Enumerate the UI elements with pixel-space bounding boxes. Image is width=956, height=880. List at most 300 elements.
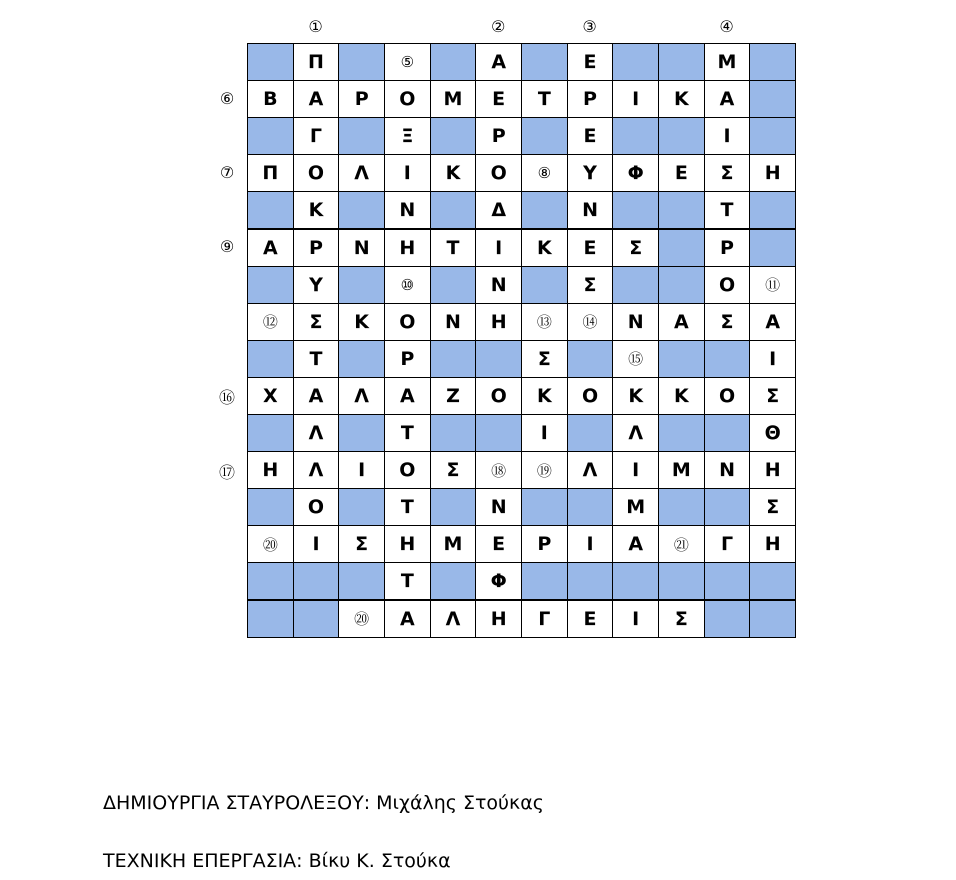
letter-cell[interactable] bbox=[658, 154, 705, 192]
blocked-cell bbox=[658, 414, 705, 452]
cell-letter: Λ bbox=[582, 459, 598, 482]
letter-cell[interactable] bbox=[521, 377, 568, 415]
letter-cell[interactable] bbox=[338, 80, 385, 118]
blocked-cell bbox=[612, 43, 659, 81]
cell-letter: Κ bbox=[628, 384, 644, 407]
letter-cell[interactable] bbox=[430, 600, 477, 638]
cell-letter: Γ bbox=[538, 607, 551, 630]
clue-number: ⑤ bbox=[400, 53, 415, 72]
cell-letter: Ο bbox=[490, 384, 507, 407]
blocked-cell bbox=[521, 488, 568, 526]
cell-letter: Σ bbox=[766, 384, 780, 407]
letter-cell[interactable] bbox=[293, 303, 340, 341]
cell-letter: Η bbox=[764, 533, 781, 556]
blocked-cell bbox=[475, 340, 522, 378]
cell-letter: Ι bbox=[312, 533, 320, 556]
cell-letter: Ο bbox=[490, 162, 507, 185]
blocked-cell bbox=[521, 191, 568, 229]
letter-cell[interactable] bbox=[567, 117, 614, 155]
cell-letter: Σ bbox=[674, 607, 688, 630]
letter-cell[interactable] bbox=[293, 117, 340, 155]
cell-letter: Α bbox=[491, 51, 507, 74]
cell-letter: Ρ bbox=[491, 125, 506, 148]
cell-letter: Φ bbox=[490, 570, 507, 593]
letter-cell[interactable] bbox=[430, 451, 477, 489]
letter-cell[interactable] bbox=[521, 414, 568, 452]
down-clue-number: ① bbox=[308, 17, 323, 36]
cell-letter: Λ bbox=[628, 422, 644, 445]
cell-letter: Ι bbox=[540, 422, 548, 445]
letter-cell[interactable] bbox=[749, 154, 796, 192]
letter-cell[interactable] bbox=[567, 266, 614, 304]
letter-cell[interactable] bbox=[338, 525, 385, 563]
letter-cell[interactable] bbox=[658, 600, 705, 638]
cell-letter: Π bbox=[308, 51, 324, 74]
letter-cell[interactable] bbox=[293, 414, 340, 452]
letter-cell[interactable] bbox=[658, 451, 705, 489]
cell-letter: Μ bbox=[443, 88, 463, 111]
blocked-cell bbox=[749, 229, 796, 267]
cell-letter: Λ bbox=[445, 607, 461, 630]
letter-cell[interactable] bbox=[475, 562, 522, 600]
letter-cell[interactable] bbox=[384, 562, 431, 600]
cell-letter: Μ bbox=[717, 51, 737, 74]
cell-letter: Ο bbox=[307, 496, 325, 519]
cell-letter: Ν bbox=[490, 496, 507, 519]
clue-number-cell[interactable] bbox=[247, 525, 294, 563]
letter-cell[interactable] bbox=[704, 117, 751, 155]
cell-letter: Κ bbox=[308, 199, 324, 222]
letter-cell[interactable] bbox=[704, 191, 751, 229]
cell-letter: Σ bbox=[583, 273, 597, 296]
blocked-cell bbox=[749, 117, 796, 155]
letter-cell[interactable] bbox=[612, 414, 659, 452]
cell-letter: Δ bbox=[491, 199, 507, 222]
letter-cell[interactable] bbox=[612, 600, 659, 638]
cell-letter: Ι bbox=[723, 125, 731, 148]
letter-cell[interactable] bbox=[475, 525, 522, 563]
clue-number-cell[interactable] bbox=[338, 600, 385, 638]
clue-number: ⑪ bbox=[765, 276, 781, 295]
clue-number-cell[interactable] bbox=[521, 451, 568, 489]
cell-letter: Σ bbox=[446, 459, 460, 482]
letter-cell[interactable] bbox=[521, 340, 568, 378]
letter-cell[interactable] bbox=[293, 451, 340, 489]
cell-letter: Τ bbox=[537, 88, 551, 111]
cell-letter: Κ bbox=[536, 384, 552, 407]
letter-cell[interactable] bbox=[384, 117, 431, 155]
cell-letter: Φ bbox=[627, 162, 644, 185]
letter-cell[interactable] bbox=[430, 80, 477, 118]
letter-cell[interactable] bbox=[293, 191, 340, 229]
letter-cell[interactable] bbox=[704, 451, 751, 489]
cell-letter: Λ bbox=[354, 384, 370, 407]
blocked-cell bbox=[430, 43, 477, 81]
letter-cell[interactable] bbox=[247, 451, 294, 489]
cell-letter: Β bbox=[263, 88, 278, 111]
clue-number: ⑱ bbox=[491, 461, 507, 480]
letter-cell[interactable] bbox=[749, 488, 796, 526]
cell-letter: Ο bbox=[399, 88, 416, 111]
letter-cell[interactable] bbox=[293, 43, 340, 81]
letter-cell[interactable] bbox=[521, 600, 568, 638]
letter-cell[interactable] bbox=[567, 154, 614, 192]
blocked-cell bbox=[704, 488, 751, 526]
letter-cell[interactable] bbox=[475, 229, 522, 267]
letter-cell[interactable] bbox=[338, 451, 385, 489]
clue-number-cell[interactable] bbox=[384, 266, 431, 304]
cell-letter: Λ bbox=[354, 162, 370, 185]
cell-letter: Ι bbox=[769, 347, 777, 370]
letter-cell[interactable] bbox=[293, 525, 340, 563]
clue-number: ⑧ bbox=[537, 164, 552, 183]
cell-letter: Κ bbox=[673, 384, 689, 407]
blocked-cell bbox=[338, 43, 385, 81]
blocked-cell bbox=[430, 266, 477, 304]
letter-cell[interactable] bbox=[430, 525, 477, 563]
blocked-cell bbox=[704, 562, 751, 600]
letter-cell[interactable] bbox=[338, 303, 385, 341]
letter-cell[interactable] bbox=[521, 80, 568, 118]
letter-cell[interactable] bbox=[749, 340, 796, 378]
clue-number: ⑭ bbox=[582, 313, 598, 332]
letter-cell[interactable] bbox=[567, 43, 614, 81]
cell-letter: Υ bbox=[309, 273, 323, 296]
cell-letter: Ι bbox=[632, 459, 640, 482]
cell-letter: Θ bbox=[764, 422, 781, 445]
letter-cell[interactable] bbox=[612, 525, 659, 563]
cell-letter: Ο bbox=[399, 310, 416, 333]
letter-cell[interactable] bbox=[247, 229, 294, 267]
clue-number-cell[interactable] bbox=[521, 303, 568, 341]
cell-letter: Ι bbox=[495, 236, 503, 259]
letter-cell[interactable] bbox=[475, 117, 522, 155]
letter-cell[interactable] bbox=[293, 80, 340, 118]
cell-letter: Γ bbox=[720, 533, 734, 556]
cell-letter: Ν bbox=[582, 199, 598, 222]
cell-letter: Ξ bbox=[401, 125, 414, 148]
letter-cell[interactable] bbox=[384, 600, 431, 638]
letter-cell[interactable] bbox=[475, 303, 522, 341]
letter-cell[interactable] bbox=[475, 266, 522, 304]
cell-letter: Ν bbox=[445, 310, 461, 333]
cell-letter: Υ bbox=[583, 162, 597, 185]
letter-cell[interactable] bbox=[247, 80, 294, 118]
cell-letter: Η bbox=[764, 162, 781, 185]
letter-cell[interactable] bbox=[704, 154, 751, 192]
blocked-cell bbox=[658, 229, 705, 267]
letter-cell[interactable] bbox=[475, 43, 522, 81]
cell-letter: Ν bbox=[627, 310, 644, 333]
blocked-cell bbox=[247, 191, 294, 229]
across-clue-number: ⑥ bbox=[219, 88, 235, 108]
letter-cell[interactable] bbox=[475, 488, 522, 526]
cell-letter: Τ bbox=[446, 236, 460, 259]
blocked-cell bbox=[430, 191, 477, 229]
letter-cell[interactable] bbox=[384, 525, 431, 563]
cell-letter: Ρ bbox=[583, 88, 597, 111]
across-clue-number: ⑦ bbox=[219, 162, 235, 182]
cell-letter: Π bbox=[262, 162, 279, 185]
cell-letter: Ρ bbox=[537, 533, 552, 556]
letter-cell[interactable] bbox=[521, 229, 568, 267]
letter-cell[interactable] bbox=[384, 414, 431, 452]
blocked-cell bbox=[521, 266, 568, 304]
letter-cell[interactable] bbox=[293, 154, 340, 192]
cell-letter: Σ bbox=[720, 162, 734, 185]
letter-cell[interactable] bbox=[704, 229, 751, 267]
clue-number: ⑲ bbox=[536, 461, 552, 480]
blocked-cell bbox=[247, 562, 294, 600]
clue-number: ㉑ bbox=[673, 535, 689, 554]
letter-cell[interactable] bbox=[612, 451, 659, 489]
blocked-cell bbox=[430, 562, 477, 600]
cell-letter: Λ bbox=[308, 422, 324, 445]
cell-letter: Χ bbox=[263, 384, 278, 407]
blocked-cell bbox=[247, 414, 294, 452]
blocked-cell bbox=[704, 414, 751, 452]
clue-number-cell[interactable] bbox=[384, 43, 431, 81]
letter-cell[interactable] bbox=[567, 80, 614, 118]
letter-cell[interactable] bbox=[612, 80, 659, 118]
blocked-cell bbox=[247, 266, 294, 304]
letter-cell[interactable] bbox=[475, 154, 522, 192]
letter-cell[interactable] bbox=[338, 229, 385, 267]
blocked-cell bbox=[338, 117, 385, 155]
blocked-cell bbox=[247, 600, 294, 638]
cell-letter: Ε bbox=[583, 236, 597, 259]
cell-letter: Ι bbox=[632, 88, 640, 111]
clue-number-cell[interactable] bbox=[247, 303, 294, 341]
blocked-cell bbox=[658, 488, 705, 526]
cell-letter: Ο bbox=[581, 384, 599, 407]
blocked-cell bbox=[247, 117, 294, 155]
blocked-cell bbox=[521, 562, 568, 600]
letter-cell[interactable] bbox=[293, 266, 340, 304]
letter-cell[interactable] bbox=[567, 191, 614, 229]
cell-letter: Ε bbox=[492, 533, 506, 556]
clue-number: ⑳ bbox=[354, 610, 370, 629]
letter-cell[interactable] bbox=[567, 229, 614, 267]
letter-cell[interactable] bbox=[430, 154, 477, 192]
letter-cell[interactable] bbox=[612, 488, 659, 526]
across-clue-number: ⑯ bbox=[218, 388, 235, 408]
cell-letter: Ο bbox=[718, 273, 736, 296]
technical-credit: ΤΕΧΝΙΚΗ ΕΠΕΡΓΑΣΙΑ: Βίκυ Κ. Στούκα bbox=[103, 850, 451, 872]
clue-number: ⑩ bbox=[400, 275, 415, 294]
cell-letter: Ο bbox=[307, 162, 325, 185]
blocked-cell bbox=[749, 562, 796, 600]
across-clue-number: ⑨ bbox=[219, 237, 235, 257]
letter-cell[interactable] bbox=[338, 377, 385, 415]
letter-cell[interactable] bbox=[749, 303, 796, 341]
blocked-cell bbox=[749, 191, 796, 229]
cell-letter: Κ bbox=[354, 310, 370, 333]
letter-cell[interactable] bbox=[384, 488, 431, 526]
cell-letter: Ι bbox=[358, 459, 366, 482]
letter-cell[interactable] bbox=[475, 191, 522, 229]
blocked-cell bbox=[612, 191, 659, 229]
blocked-cell bbox=[749, 600, 796, 638]
letter-cell[interactable] bbox=[658, 303, 705, 341]
clue-number-cell[interactable] bbox=[612, 340, 659, 378]
letter-cell[interactable] bbox=[338, 154, 385, 192]
letter-cell[interactable] bbox=[749, 525, 796, 563]
letter-cell[interactable] bbox=[247, 154, 294, 192]
blocked-cell bbox=[704, 600, 751, 638]
clue-number-cell[interactable] bbox=[521, 154, 568, 192]
letter-cell[interactable] bbox=[612, 229, 659, 267]
cell-letter: Γ bbox=[309, 125, 323, 148]
letter-cell[interactable] bbox=[475, 80, 522, 118]
clue-number: ⑳ bbox=[262, 535, 278, 554]
letter-cell[interactable] bbox=[658, 377, 705, 415]
blocked-cell bbox=[293, 562, 340, 600]
letter-cell[interactable] bbox=[384, 80, 431, 118]
letter-cell[interactable] bbox=[293, 340, 340, 378]
letter-cell[interactable] bbox=[749, 377, 796, 415]
blocked-cell bbox=[430, 340, 477, 378]
cell-letter: Ε bbox=[583, 51, 597, 74]
letter-cell[interactable] bbox=[612, 303, 659, 341]
blocked-cell bbox=[749, 43, 796, 81]
letter-cell[interactable] bbox=[704, 266, 751, 304]
letter-cell[interactable] bbox=[384, 451, 431, 489]
letter-cell[interactable] bbox=[704, 80, 751, 118]
cell-letter: Ε bbox=[583, 125, 597, 148]
cell-letter: Ι bbox=[632, 607, 640, 630]
blocked-cell bbox=[430, 414, 477, 452]
letter-cell[interactable] bbox=[430, 377, 477, 415]
cell-letter: Α bbox=[308, 88, 324, 111]
cell-letter: Η bbox=[764, 459, 781, 482]
cell-letter: Ρ bbox=[309, 236, 323, 259]
letter-cell[interactable] bbox=[612, 154, 659, 192]
blocked-cell bbox=[475, 414, 522, 452]
letter-cell[interactable] bbox=[567, 600, 614, 638]
cell-letter: Ι bbox=[586, 533, 594, 556]
blocked-cell bbox=[247, 340, 294, 378]
down-clue-number: ④ bbox=[719, 17, 734, 36]
letter-cell[interactable] bbox=[384, 229, 431, 267]
cell-letter: Τ bbox=[309, 347, 323, 370]
cell-letter: Η bbox=[399, 533, 416, 556]
blocked-cell bbox=[247, 488, 294, 526]
clue-number-cell[interactable] bbox=[658, 525, 705, 563]
cell-letter: Κ bbox=[673, 88, 689, 111]
blocked-cell bbox=[658, 340, 705, 378]
clue-number-cell[interactable] bbox=[567, 303, 614, 341]
cell-letter: Α bbox=[765, 310, 781, 333]
cell-letter: Α bbox=[399, 384, 415, 407]
letter-cell[interactable] bbox=[384, 377, 431, 415]
cell-letter: Ν bbox=[490, 273, 507, 296]
blocked-cell bbox=[247, 43, 294, 81]
letter-cell[interactable] bbox=[475, 377, 522, 415]
letter-cell[interactable] bbox=[293, 488, 340, 526]
clue-number-cell[interactable] bbox=[475, 451, 522, 489]
letter-cell[interactable] bbox=[749, 451, 796, 489]
cell-letter: Ζ bbox=[446, 384, 460, 407]
cell-letter: Ν bbox=[399, 199, 416, 222]
letter-cell[interactable] bbox=[704, 303, 751, 341]
clue-number-cell[interactable] bbox=[749, 266, 796, 304]
cell-letter: Κ bbox=[536, 236, 552, 259]
letter-cell[interactable] bbox=[704, 525, 751, 563]
cell-letter: Ε bbox=[674, 162, 688, 185]
letter-cell[interactable] bbox=[567, 377, 614, 415]
cell-letter: Ο bbox=[399, 459, 416, 482]
blocked-cell bbox=[521, 43, 568, 81]
down-clue-number: ② bbox=[491, 17, 506, 36]
blocked-cell bbox=[567, 340, 614, 378]
blocked-cell bbox=[430, 117, 477, 155]
blocked-cell bbox=[567, 562, 614, 600]
letter-cell[interactable] bbox=[521, 525, 568, 563]
cell-letter: Ρ bbox=[720, 236, 734, 259]
cell-letter: Σ bbox=[309, 310, 323, 333]
cell-letter: Μ bbox=[626, 496, 646, 519]
letter-cell[interactable] bbox=[749, 414, 796, 452]
cell-letter: Σ bbox=[720, 310, 734, 333]
letter-cell[interactable] bbox=[704, 377, 751, 415]
blocked-cell bbox=[567, 488, 614, 526]
blocked-cell bbox=[704, 340, 751, 378]
blocked-cell bbox=[293, 600, 340, 638]
letter-cell[interactable] bbox=[430, 229, 477, 267]
blocked-cell bbox=[749, 80, 796, 118]
letter-cell[interactable] bbox=[704, 43, 751, 81]
letter-cell[interactable] bbox=[475, 600, 522, 638]
blocked-cell bbox=[430, 488, 477, 526]
down-clue-number: ③ bbox=[582, 17, 597, 36]
letter-cell[interactable] bbox=[658, 80, 705, 118]
cell-letter: Ν bbox=[719, 459, 735, 482]
letter-cell[interactable] bbox=[567, 451, 614, 489]
cell-letter: Η bbox=[262, 459, 279, 482]
letter-cell[interactable] bbox=[384, 303, 431, 341]
cell-letter: Η bbox=[490, 607, 507, 630]
cell-letter: Τ bbox=[720, 199, 734, 222]
cell-letter: Κ bbox=[445, 162, 461, 185]
cell-letter: Ρ bbox=[354, 88, 369, 111]
letter-cell[interactable] bbox=[293, 229, 340, 267]
letter-cell[interactable] bbox=[430, 303, 477, 341]
letter-cell[interactable] bbox=[293, 377, 340, 415]
cell-letter: Α bbox=[719, 88, 735, 111]
letter-cell[interactable] bbox=[384, 340, 431, 378]
letter-cell[interactable] bbox=[384, 191, 431, 229]
cell-letter: Ε bbox=[492, 88, 506, 111]
clue-number: ⑮ bbox=[628, 350, 644, 369]
cell-letter: Τ bbox=[400, 570, 414, 593]
letter-cell[interactable] bbox=[612, 377, 659, 415]
letter-cell[interactable] bbox=[384, 154, 431, 192]
clue-number: ⑬ bbox=[536, 313, 552, 332]
blocked-cell bbox=[338, 562, 385, 600]
letter-cell[interactable] bbox=[567, 525, 614, 563]
cell-letter: Τ bbox=[400, 496, 414, 519]
letter-cell[interactable] bbox=[247, 377, 294, 415]
blocked-cell bbox=[521, 117, 568, 155]
cell-letter: Α bbox=[399, 607, 415, 630]
cell-letter: Μ bbox=[443, 533, 463, 556]
blocked-cell bbox=[658, 562, 705, 600]
blocked-cell bbox=[338, 488, 385, 526]
cell-letter: Α bbox=[262, 236, 278, 259]
blocked-cell bbox=[658, 117, 705, 155]
blocked-cell bbox=[338, 414, 385, 452]
